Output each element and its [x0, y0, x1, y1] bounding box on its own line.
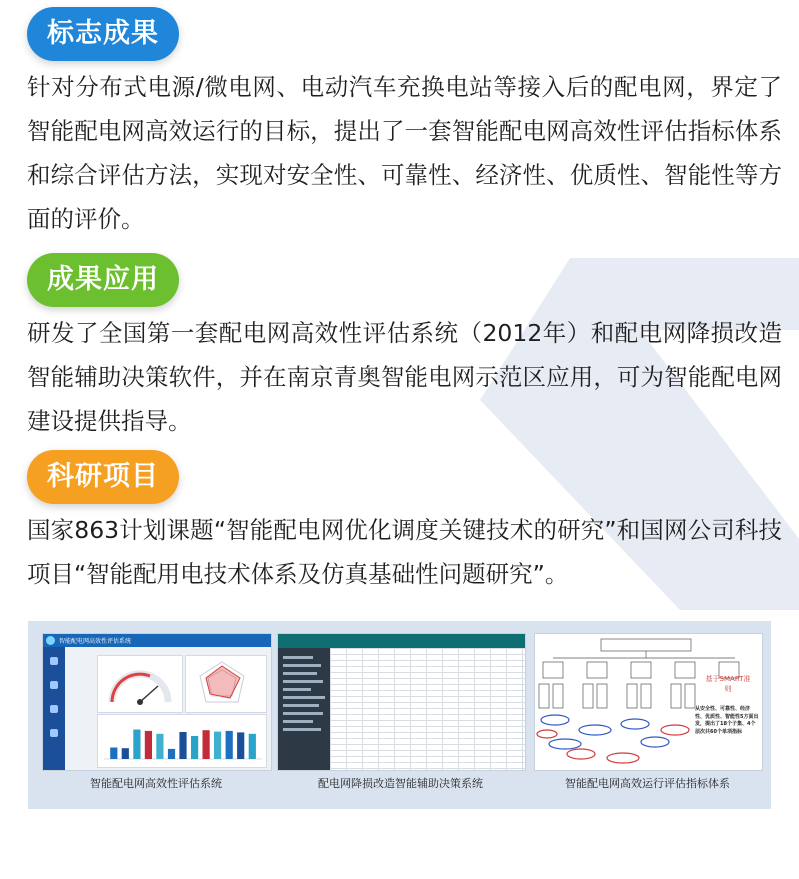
- radar-chart-icon: [186, 656, 266, 712]
- bar-8: [191, 736, 198, 759]
- sidebar-tree: [278, 648, 330, 770]
- bar-chart: [98, 715, 266, 767]
- app-logo-icon: [46, 636, 55, 645]
- screenshot-index-system: [534, 633, 763, 771]
- bar-9: [203, 730, 210, 759]
- bar-5: [156, 734, 163, 759]
- bar-3: [133, 730, 140, 760]
- bar-13: [249, 734, 256, 759]
- smart-criteria-note: 从安全性、可靠性、经济性、优质性、智能性5方面出发，提出了18个子集、4个层次共60个单项指标: [695, 706, 759, 735]
- achievement-text: 针对分布式电源/微电网、电动汽车充换电站等接入后的配电网，界定了智能配电网高效运行的目标，提出了一套智能配电网高效性评估指标体系和综合评估方法，实现对安全性、可靠性、经济性、优质性、智能性等方面的评价。: [27, 73, 782, 233]
- smart-criteria-title: 基于SMART准则: [705, 675, 751, 693]
- window-title: 智能配电网高效性评估系统: [59, 638, 132, 645]
- badge-achievement: 标志成果: [27, 7, 179, 61]
- screenshot-evaluation-system: [42, 633, 272, 771]
- sidebar: [43, 647, 65, 770]
- screenshot-panel: [28, 621, 771, 809]
- bar-10: [214, 732, 221, 759]
- bar-chart-card: [97, 714, 267, 768]
- badge-project: 科研项目: [27, 450, 179, 504]
- bar-11: [226, 731, 233, 759]
- badge-application: 成果应用: [27, 253, 179, 307]
- project-text: 国家863计划课题“智能配电网优化调度关键技术的研究”和国网公司科技项目“智能配用电技术体系及仿真基础性问题研究”。: [27, 516, 782, 588]
- gauge-icon: [98, 656, 182, 712]
- sidebar-eval-icon: [50, 681, 58, 689]
- window-titlebar: [278, 634, 525, 648]
- caption-evaluation-system: 智能配电网高效性评估系统: [90, 777, 222, 790]
- radar-card: [185, 655, 267, 713]
- bar-12: [237, 732, 244, 759]
- screenshot-decision-system: [277, 633, 526, 771]
- bar-6: [168, 749, 175, 759]
- bar-4: [145, 731, 152, 759]
- window-titlebar: [43, 634, 271, 647]
- data-grid: [330, 648, 525, 770]
- application-text: 研发了全国第一套配电网高效性评估系统（2012年）和配电网降损改造智能辅助决策软件，并在南京青奥智能电网示范区应用，可为智能配电网建设提供指导。: [27, 319, 782, 435]
- sidebar-user-icon: [50, 729, 58, 737]
- caption-decision-system: 配电网降损改造智能辅助决策系统: [318, 777, 483, 790]
- bar-2: [122, 748, 129, 759]
- bar-7: [179, 732, 186, 759]
- gauge-card: [97, 655, 183, 713]
- index-hierarchy-diagram: [535, 634, 762, 770]
- caption-index-system: 智能配电网高效运行评估指标体系: [565, 777, 730, 790]
- sidebar-chart-icon: [50, 705, 58, 713]
- sidebar-home-icon: [50, 657, 58, 665]
- bar-1: [110, 748, 117, 760]
